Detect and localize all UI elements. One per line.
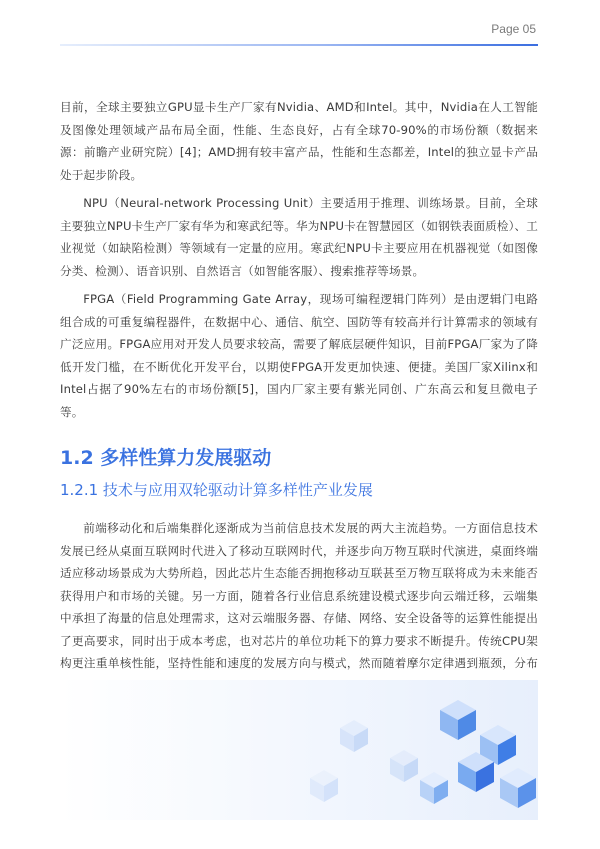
- document-body: [60, 96, 538, 748]
- paragraph-npu: NPU（Neural-network Processing Unit）主要适用于推理、训练场景。目前，全球主要独立NPU卡生产厂家有华为和寒武纪等。华为NPU卡在智慧园区（如钢铁表面质检）、工业视觉（如缺陷检测）等领域有一定量的应用。寒武纪NPU卡主要应用在机器视觉（如图像分类、检测）、语音识别、自然语言（如智能客服）、搜索推荐等场景。: [60, 196, 538, 278]
- paragraph-fpga: FPGA（Field Programming Gate Array，现场可编程逻辑门阵列）是由逻辑门电路组合成的可重复编程器件，在数据中心、通信、航空、国防等有较高并行计算需求的领域有广泛应用。FPGA应用对开发人员要求较高，需要了解底层硬件知识，目前FPGA厂家为了降低开发门槛，在不断优化开发平台，以期使FPGA开发更加快速、便捷。美国厂家Xilinx和Intel占据了90%左右的市场份额[5]，国内厂家主要有紫光同创、广东高云和复旦微电子等。: [60, 292, 538, 419]
- section-heading: 1.2 多样性算力发展驱动: [60, 447, 272, 469]
- header-divider: [60, 44, 538, 46]
- cubes-svg: [60, 680, 538, 820]
- background-cubes: [310, 720, 418, 802]
- paragraph-gpu: 目前，全球主要独立GPU显卡生产厂家有Nvidia、AMD和Intel。其中，Nvidia在人工智能及图像处理领域产品布局全面，性能、生态良好，占有全球70-90%的市场份额（数据来源：前瞻产业研究院）[4]；AMD拥有较丰富产品，性能和生态都差，Intel的独立显卡产品处于起步阶段。: [60, 100, 538, 182]
- isometric-cubes-graphic: [60, 680, 538, 820]
- subsection-heading: 1.2.1 技术与应用双轮驱动计算多样性产业发展: [60, 481, 373, 499]
- paragraph-trends: 前端移动化和后端集群化逐渐成为当前信息技术发展的两大主流趋势。一方面信息技术发展已经从桌面互联网时代进入了移动互联网时代，并逐步向万物互联时代演进，桌面终端适应移动场景成为大势所趋，因此芯片生态能否拥抱移动互联甚至万物互联将成为未来能否获得用户和市场的关键。另一方面，随着各行业信息系统建设模式逐步向云端迁移，云端集中承担了海量的信息处理需求，这对云端服务器、存储、网络、安全设备等的运算性能提出了更高要求，同时出于成本考虑，也对芯片的单位功耗下的算力要求不断提升。传统CPU架构更注重单核性能，坚持性能和速度的发展方向与模式，然而随着摩尔定律遇到瓶颈，分布: [60, 521, 538, 670]
- page-number-label: Page 05: [491, 22, 536, 36]
- foreground-cubes: [420, 700, 536, 808]
